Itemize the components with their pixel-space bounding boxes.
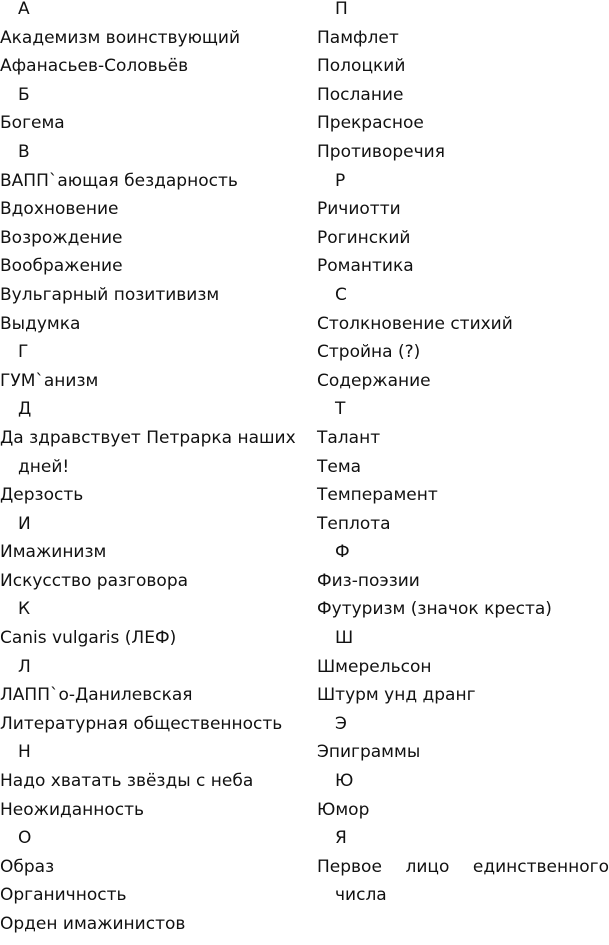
index-entry: Физ-поэзии	[317, 570, 420, 591]
index-entry: Противоречия	[317, 141, 445, 162]
index-entry: Послание	[317, 84, 404, 105]
index-entry: Да здравствует Петрарка наших	[0, 427, 296, 448]
index-entry: Ричиотти	[317, 199, 401, 220]
index-right-column	[317, 0, 609, 910]
index-letter-heading: К	[18, 599, 31, 620]
index-entry: Искусство разговора	[0, 570, 189, 591]
index-entry: Выдумка	[0, 313, 81, 334]
index-entry-continuation: числа	[335, 885, 387, 906]
index-entry: Тема	[317, 456, 362, 477]
index-letter-heading: Э	[335, 713, 347, 734]
index-entry: ЛАПП`о-Данилевская	[0, 685, 193, 706]
index-letter-heading: Ш	[335, 628, 354, 649]
index-entry: Эпиграммы	[317, 742, 421, 763]
index-entry: Воображение	[0, 256, 123, 277]
index-letter-heading: Д	[18, 399, 32, 420]
index-left-column	[0, 0, 300, 939]
index-entry: Шмерельсон	[317, 656, 432, 677]
index-entry: ГУМ`анизм	[0, 370, 99, 391]
index-entry-word: лицо	[405, 856, 450, 877]
index-entry: Темперамент	[317, 485, 438, 506]
index-entry	[317, 853, 609, 882]
index-entry-word: Первое	[317, 856, 382, 877]
index-letter-heading: Г	[18, 342, 29, 363]
index-letter-heading: В	[18, 141, 30, 162]
index-entry: Богема	[0, 113, 65, 134]
index-entry: Образ	[0, 856, 55, 877]
index-entry: Теплота	[317, 513, 391, 534]
index-entry: Canis vulgaris (ЛЕФ)	[0, 628, 177, 649]
index-letter-heading: Ф	[335, 542, 350, 563]
index-entry: Столкновение стихий	[317, 313, 513, 334]
index-entry: Академизм воинствующий	[0, 27, 241, 48]
index-entry: ВАПП`ающая бездарность	[0, 170, 238, 191]
index-entry: Возрождение	[0, 227, 123, 248]
index-entry-word: единственного	[472, 856, 609, 877]
index-entry: Талант	[317, 427, 381, 448]
index-entry: Прекрасное	[317, 113, 424, 134]
index-letter-heading: П	[335, 0, 348, 19]
index-entry: Содержание	[317, 370, 431, 391]
index-entry: Афанасьев-Соловьёв	[0, 56, 189, 77]
index-entry: Стройна (?)	[317, 342, 421, 363]
index-entry: Дерзость	[0, 485, 84, 506]
index-entry: Надо хватать звёзды с неба	[0, 771, 254, 792]
index-entry-continuation: дней!	[18, 456, 70, 477]
index-letter-heading: О	[18, 828, 32, 849]
index-entry: Неожиданность	[0, 799, 145, 820]
index-entry: Орден имажинистов	[0, 914, 186, 934]
index-letter-heading: И	[18, 513, 31, 534]
index-entry: Футуризм (значок креста)	[317, 599, 552, 620]
index-entry: Штурм унд дранг	[317, 685, 476, 706]
index-entry: Вдохновение	[0, 199, 119, 220]
index-entry: Рогинский	[317, 227, 411, 248]
index-entry: Вульгарный позитивизм	[0, 284, 220, 305]
index-letter-heading: Ю	[335, 771, 354, 792]
index-letter-heading: Р	[335, 170, 346, 191]
index-entry: Юмор	[317, 799, 370, 820]
index-letter-heading: Л	[18, 656, 31, 677]
index-letter-heading: С	[335, 284, 347, 305]
index-entry: Органичность	[0, 885, 127, 906]
index-entry: Романтика	[317, 256, 414, 277]
index-entry: Имажинизм	[0, 542, 107, 563]
index-letter-heading: Б	[18, 84, 30, 105]
index-letter-heading: Н	[18, 742, 31, 763]
index-entry: Полоцкий	[317, 56, 406, 77]
index-letter-heading: А	[18, 0, 30, 19]
index-entry: Памфлет	[317, 27, 399, 48]
index-letter-heading: Т	[335, 399, 346, 420]
index-entry: Литературная общественность	[0, 713, 283, 734]
index-letter-heading: Я	[335, 828, 347, 849]
